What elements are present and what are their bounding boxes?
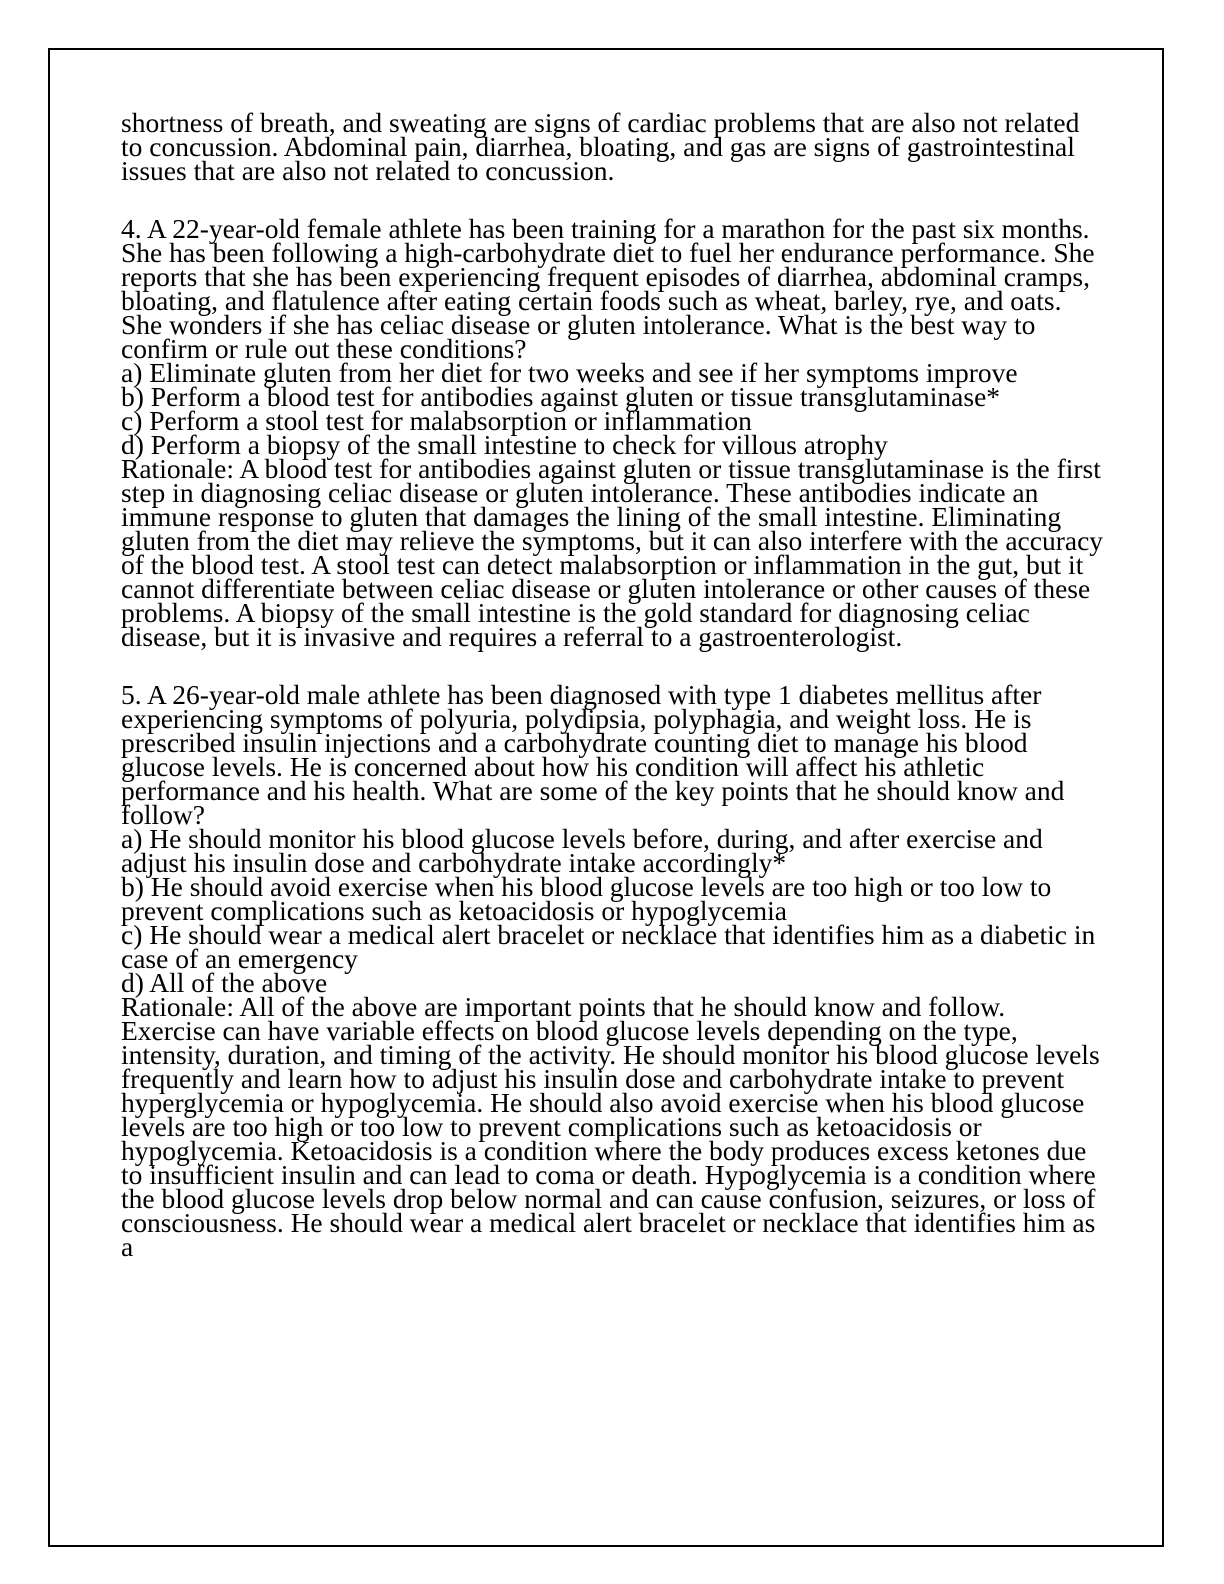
question-5: [121, 679, 1106, 1262]
question-4-option-b: b) Perform a blood test for antibodies against gluten or tissue transglutaminase*: [121, 381, 1001, 412]
question-4-option-c: c) Perform a stool test for malabsorption or inflammation: [121, 405, 752, 436]
question-5-option-a: a) He should monitor his blood glucose levels before, during, and after exercise and adjust his insulin dose and carbohydrate intake accordingly*: [121, 823, 1043, 878]
question-5-option-b: b) He should avoid exercise when his blood glucose levels are too high or too low to prevent complications such as ketoacidosis or hypoglycemia: [121, 871, 1052, 926]
question-4-option-d: d) Perform a biopsy of the small intestine to check for villous atrophy: [121, 429, 888, 460]
question-5-text: 5. A 26-year-old male athlete has been diagnosed with type 1 diabetes mellitus after experiencing symptoms of polyuria, polydipsia, polyphagia, and weight loss. He is prescribed insulin injections and a carbohydrate counting diet to manage his blood glucose levels. He is concerned about how his condition will affect his athletic performance and his health. What are some of the key points that he should know and follow?: [121, 679, 1065, 830]
paragraph-spacer: [121, 649, 1106, 683]
question-4-rationale: Rationale: A blood test for antibodies against gluten or tissue transglutaminase is the first step in diagnosing celiac disease or gluten intolerance. These antibodies indicate an immune response to gluten that damages the lining of the small intestine. Eliminating gluten from the diet may relieve the symptoms, but it can also interfere with the accuracy of the blood test. A stool test can detect malabsorption or inflammation in the gut, but it cannot differentiate between celiac disease or gluten intolerance or other causes of these problems. A biopsy of the small intestine is the gold standard for diagnosing celiac disease, but it is invasive and requires a referral to a gastroenterologist.: [121, 453, 1104, 652]
question-5-rationale: Rationale: All of the above are important points that he should know and follow. Exercise can have variable effects on blood glucose levels depending on the type, intensity, duration, and timing of the activity. He should monitor his blood glucose levels frequently and learn how to adjust his insulin dose and carbohydrate intake to prevent hyperglycemia or hypoglycemia. He should also avoid exercise when his blood glucose levels are too high or too low to prevent complications such as ketoacidosis or hypoglycemia. Ketoacidosis is a condition where the body produces excess ketones due to insufficient insulin and can lead to coma or death. Hypoglycemia is a condition where the blood glucose levels drop below normal and can cause confusion, seizures, or loss of consciousness. He should wear a medical alert bracelet or necklace that identifies him as a: [121, 991, 1100, 1262]
question-5-option-d: d) All of the above: [121, 967, 328, 998]
page-bottom-rule: [48, 1545, 1164, 1547]
paragraph-spacer: [121, 183, 1106, 217]
question-4-text: 4. A 22-year-old female athlete has been training for a marathon for the past six months. She has been following a high-carbohydrate diet to fuel her endurance performance. She reports that she has been experiencing frequent episodes of diarrhea, abdominal cramps, bloating, and flatulence after eating certain foods such as wheat, barley, rye, and oats. She wonders if she has celiac disease or gluten intolerance. What is the best way to confirm or rule out these conditions?: [121, 213, 1095, 364]
question-4: [121, 213, 1106, 652]
intro-paragraph: shortness of breath, and sweating are signs of cardiac problems that are also not related to concussion. Abdominal pain, diarrhea, bloating, and gas are signs of gastrointestinal issues that are also not related to concussion.: [121, 111, 1080, 186]
question-5-option-c: c) He should wear a medical alert bracelet or necklace that identifies him as a diabetic in case of an emergency: [121, 919, 1096, 974]
page-content: [121, 111, 1106, 1547]
question-4-option-a: a) Eliminate gluten from her diet for two weeks and see if her symptoms improve: [121, 357, 1018, 388]
